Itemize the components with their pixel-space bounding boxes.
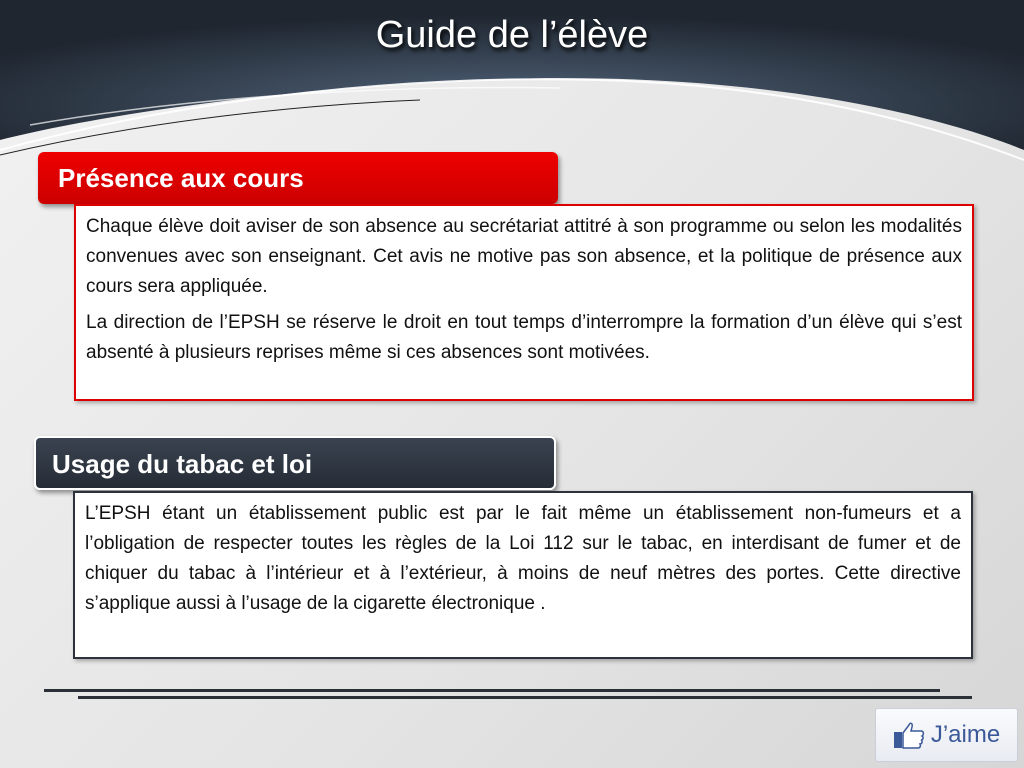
section-body-presence xyxy=(74,204,974,401)
divider-line xyxy=(78,696,972,699)
paragraph: La direction de l’EPSH se réserve le droit en tout temps d’interrompre la formation d’un élève qui s’est absenté à plusieurs reprises même si ces absences sont motivées. xyxy=(86,312,962,363)
page-title: Guide de l’élève xyxy=(375,14,649,56)
paragraph: L’EPSH étant un établissement public est par le fait même un établissement non-fumeurs et a l’obligation de respecter toutes les règles de la Loi 112 sur le tabac, en interdisant de fumer et de chiquer du tabac à l’intérieur et à l’extérieur, à moins de neuf mètres des portes. Cette directive s’applique aussi à l’usage de la cigarette électronique . xyxy=(85,503,961,614)
divider-line xyxy=(44,689,940,692)
thumbs-up-icon xyxy=(893,721,925,749)
section-body-tabac xyxy=(73,491,973,659)
like-button[interactable] xyxy=(875,708,1018,762)
like-label: J’aime xyxy=(930,721,1001,748)
paragraph: Chaque élève doit aviser de son absence au secrétariat attitré à son programme ou selon les modalités convenues avec son enseignant. Cet avis ne motive pas son absence, et la politique de présence aux cours sera appliquée. xyxy=(86,216,962,297)
section-heading-tabac: Usage du tabac et loi xyxy=(34,436,556,490)
section-heading-presence: Présence aux cours xyxy=(38,152,558,204)
